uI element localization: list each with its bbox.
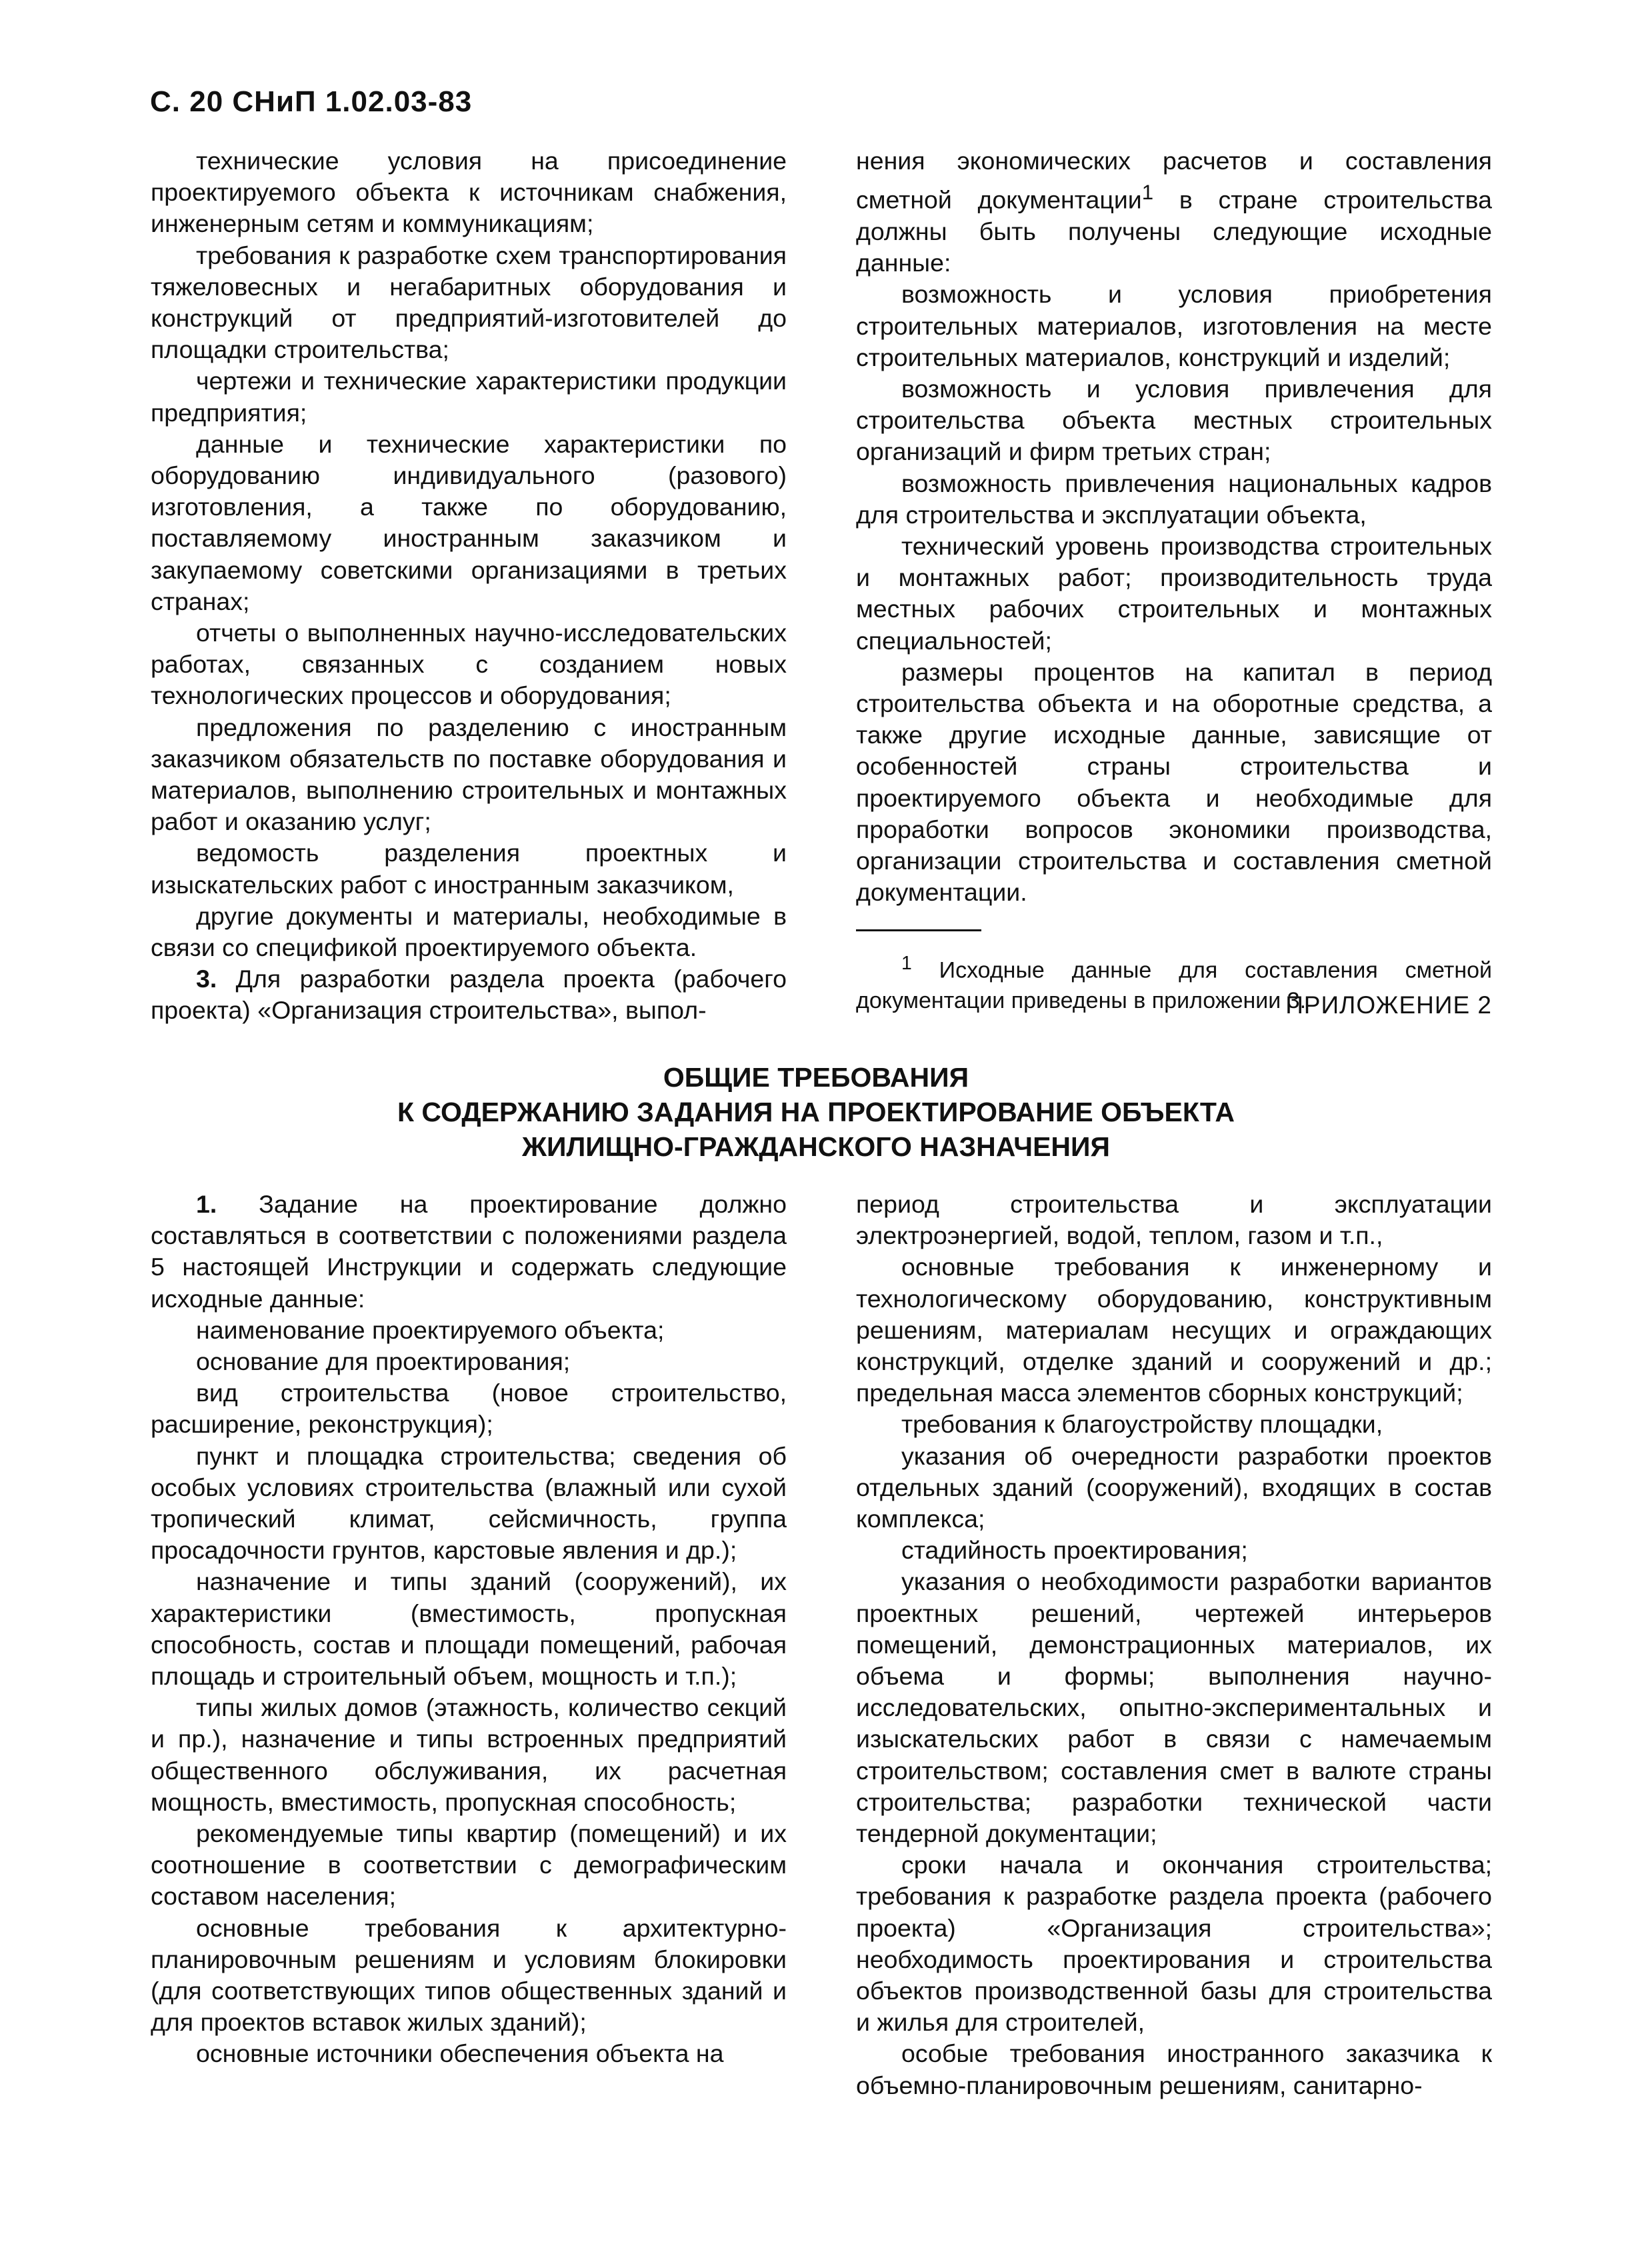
page-header: С. 20 СНиП 1.02.03-83	[150, 85, 473, 118]
item-number: 1.	[196, 1190, 217, 1218]
paragraph: возможность и условия привлечения для строительства объекта местных строительных организаций и фирм третьих стран;	[856, 374, 1492, 466]
paragraph: назначение и типы зданий (сооружений), их характеристики (вместимость, пропускная способность, состав и площади помещений, рабочая площадь и строительный объем, мощность и т.п.);	[151, 1567, 787, 1691]
paragraph: чертежи и технические характеристики продукции предприятия;	[151, 367, 787, 427]
paragraph: основание для проектирования;	[196, 1347, 571, 1376]
paragraph: особые требования иностранного заказчика к объемно-планировочным решениям, санитарно-	[856, 2039, 1492, 2099]
paragraph: стадийность проектирования;	[901, 1536, 1248, 1565]
paragraph: пункт и площадка строительства; сведения об особых условиях строительства (влажный или сухой тропический климат, сейсмичность, группа просадочности грунтов, карстовые явления и др.);	[151, 1441, 787, 1565]
paragraph: требования к благоустройству площадки,	[901, 1410, 1383, 1439]
bottom-right-column	[856, 1189, 1492, 2101]
top-right-column	[856, 145, 1492, 1016]
paragraph: ведомость разделения проектных и изыскательских работ с иностранным заказчиком,	[151, 839, 787, 899]
paragraph-continued	[856, 145, 1492, 279]
footnote-divider	[856, 929, 981, 931]
paragraph: данные и технические характеристики по оборудованию индивидуального (разового) изготовления, а также по оборудованию, поставляемому иностранным заказчиком и закупаемому советскими организациями в третьих странах;	[151, 429, 787, 615]
paragraph: сроки начала и окончания строительства; требования к разработке раздела проекта (рабочего проекта) «Организация строительства»; необходимость проектирования и строительства объектов производственной базы для строительства и жилья для строителей,	[856, 1851, 1492, 2037]
title-line: К СОДЕРЖАНИЮ ЗАДАНИЯ НА ПРОЕКТИРОВАНИЕ ОБЪЕКТА	[397, 1097, 1235, 1127]
paragraph: вид строительства (новое строительство, расширение, реконструкция);	[151, 1379, 787, 1439]
item-text: Задание на проектирование должно составляться в соответствии с положениями раздела 5 настоящей Инструкции и содержать следующие исходные данные:	[151, 1190, 787, 1313]
paragraph: указания об очередности разработки проектов отдельных зданий (сооружений), входящих в состав комплекса;	[856, 1441, 1492, 1533]
footnote-text: Исходные данные для составления сметной документации приведены в приложении 3.	[856, 957, 1492, 1013]
paragraph: рекомендуемые типы квартир (помещений) и их соотношение в соответствии с демографическим составом населения;	[151, 1819, 787, 1911]
text-run: в стране строительства должны быть получены следующие исходные данные:	[856, 185, 1492, 277]
appendix-title	[0, 1060, 1632, 1164]
bottom-left-column	[151, 1189, 787, 2070]
footnote-marker: 1	[1141, 181, 1154, 205]
paragraph-item-1	[151, 1189, 787, 1315]
paragraph: возможность привлечения национальных кадров для строительства и эксплуатации объекта,	[856, 469, 1492, 529]
paragraph: наименование проектируемого объекта;	[196, 1315, 665, 1344]
paragraph: указания о необходимости разработки вариантов проектных решений, чертежей интерьеров помещений, демонстрационных материалов, их объема и формы; выполнения научно-исследовательских, опытно-экспериментальных и изыскательских работ в связи с намечаемым строительством; составления смет в валюте страны строительства; разработки технической части тендерной документации;	[856, 1567, 1492, 1848]
paragraph: типы жилых домов (этажность, количество секций и пр.), назначение и типы встроенных предприятий общественного обслуживания, их расчетная мощность, вместимость, пропускная способность;	[151, 1693, 787, 1816]
appendix-label: ПРИЛОЖЕНИЕ 2	[1285, 991, 1492, 1019]
paragraph: технический уровень производства строительных и монтажных работ; производительность труда местных рабочих строительных и монтажных специальностей;	[856, 531, 1492, 655]
paragraph-item-3	[151, 963, 787, 1026]
paragraph: основные требования к архитектурно-планировочным решениям и условиям блокировки (для соответствующих типов общественных зданий и для проектов вставок жилых зданий);	[151, 1913, 787, 2037]
paragraph: отчеты о выполненных научно-исследовательских работах, связанных с созданием новых технологических процессов и оборудования;	[151, 619, 787, 710]
item-text: Для разработки раздела проекта (рабочего проекта) «Организация строительства», выпол-	[151, 965, 787, 1025]
paragraph-continued: период строительства и эксплуатации электроэнергией, водой, теплом, газом и т.п.,	[856, 1190, 1492, 1250]
paragraph: требования к разработке схем транспортирования тяжеловесных и негабаритных оборудования и конструкций от предприятий-изготовителей до площадки строительства;	[151, 241, 787, 364]
title-line: ОБЩИЕ ТРЕБОВАНИЯ	[663, 1062, 969, 1093]
paragraph: другие документы и материалы, необходимые в связи со спецификой проектируемого объекта.	[151, 901, 787, 962]
footnote-number: 1	[901, 953, 912, 975]
text-run: нения экономических расчетов и составления сметной документации	[856, 147, 1492, 214]
title-line: ЖИЛИЩНО-ГРАЖДАНСКОГО НАЗНАЧЕНИЯ	[522, 1131, 1110, 1162]
paragraph: предложения по разделению с иностранным заказчиком обязательств по поставке оборудования и материалов, выполнению строительных и монтажных работ и оказанию услуг;	[151, 713, 787, 836]
paragraph: размеры процентов на капитал в период строительства объекта и на оборотные средства, а также другие исходные данные, зависящие от особенностей страны строительства и проектируемого объекта и необходимые для проработки вопросов экономики производства, организации строительства и составления сметной документации.	[856, 657, 1492, 907]
paragraph: возможность и условия приобретения строительных материалов, изготовления на месте строительных материалов, конструкций и изделий;	[856, 280, 1492, 371]
paragraph: технические условия на присоединение проектируемого объекта к источникам снабжения, инженерным сетям и коммуникациям;	[151, 147, 787, 238]
item-number: 3.	[196, 965, 217, 993]
top-left-column	[151, 145, 787, 1027]
paragraph: основные требования к инженерному и технологическому оборудованию, конструктивным решениям, материалам несущих и ограждающих конструкций, отделке зданий и сооружений и др.; предельная масса элементов сборных конструкций;	[856, 1253, 1492, 1407]
paragraph: основные источники обеспечения объекта на	[196, 2039, 724, 2068]
